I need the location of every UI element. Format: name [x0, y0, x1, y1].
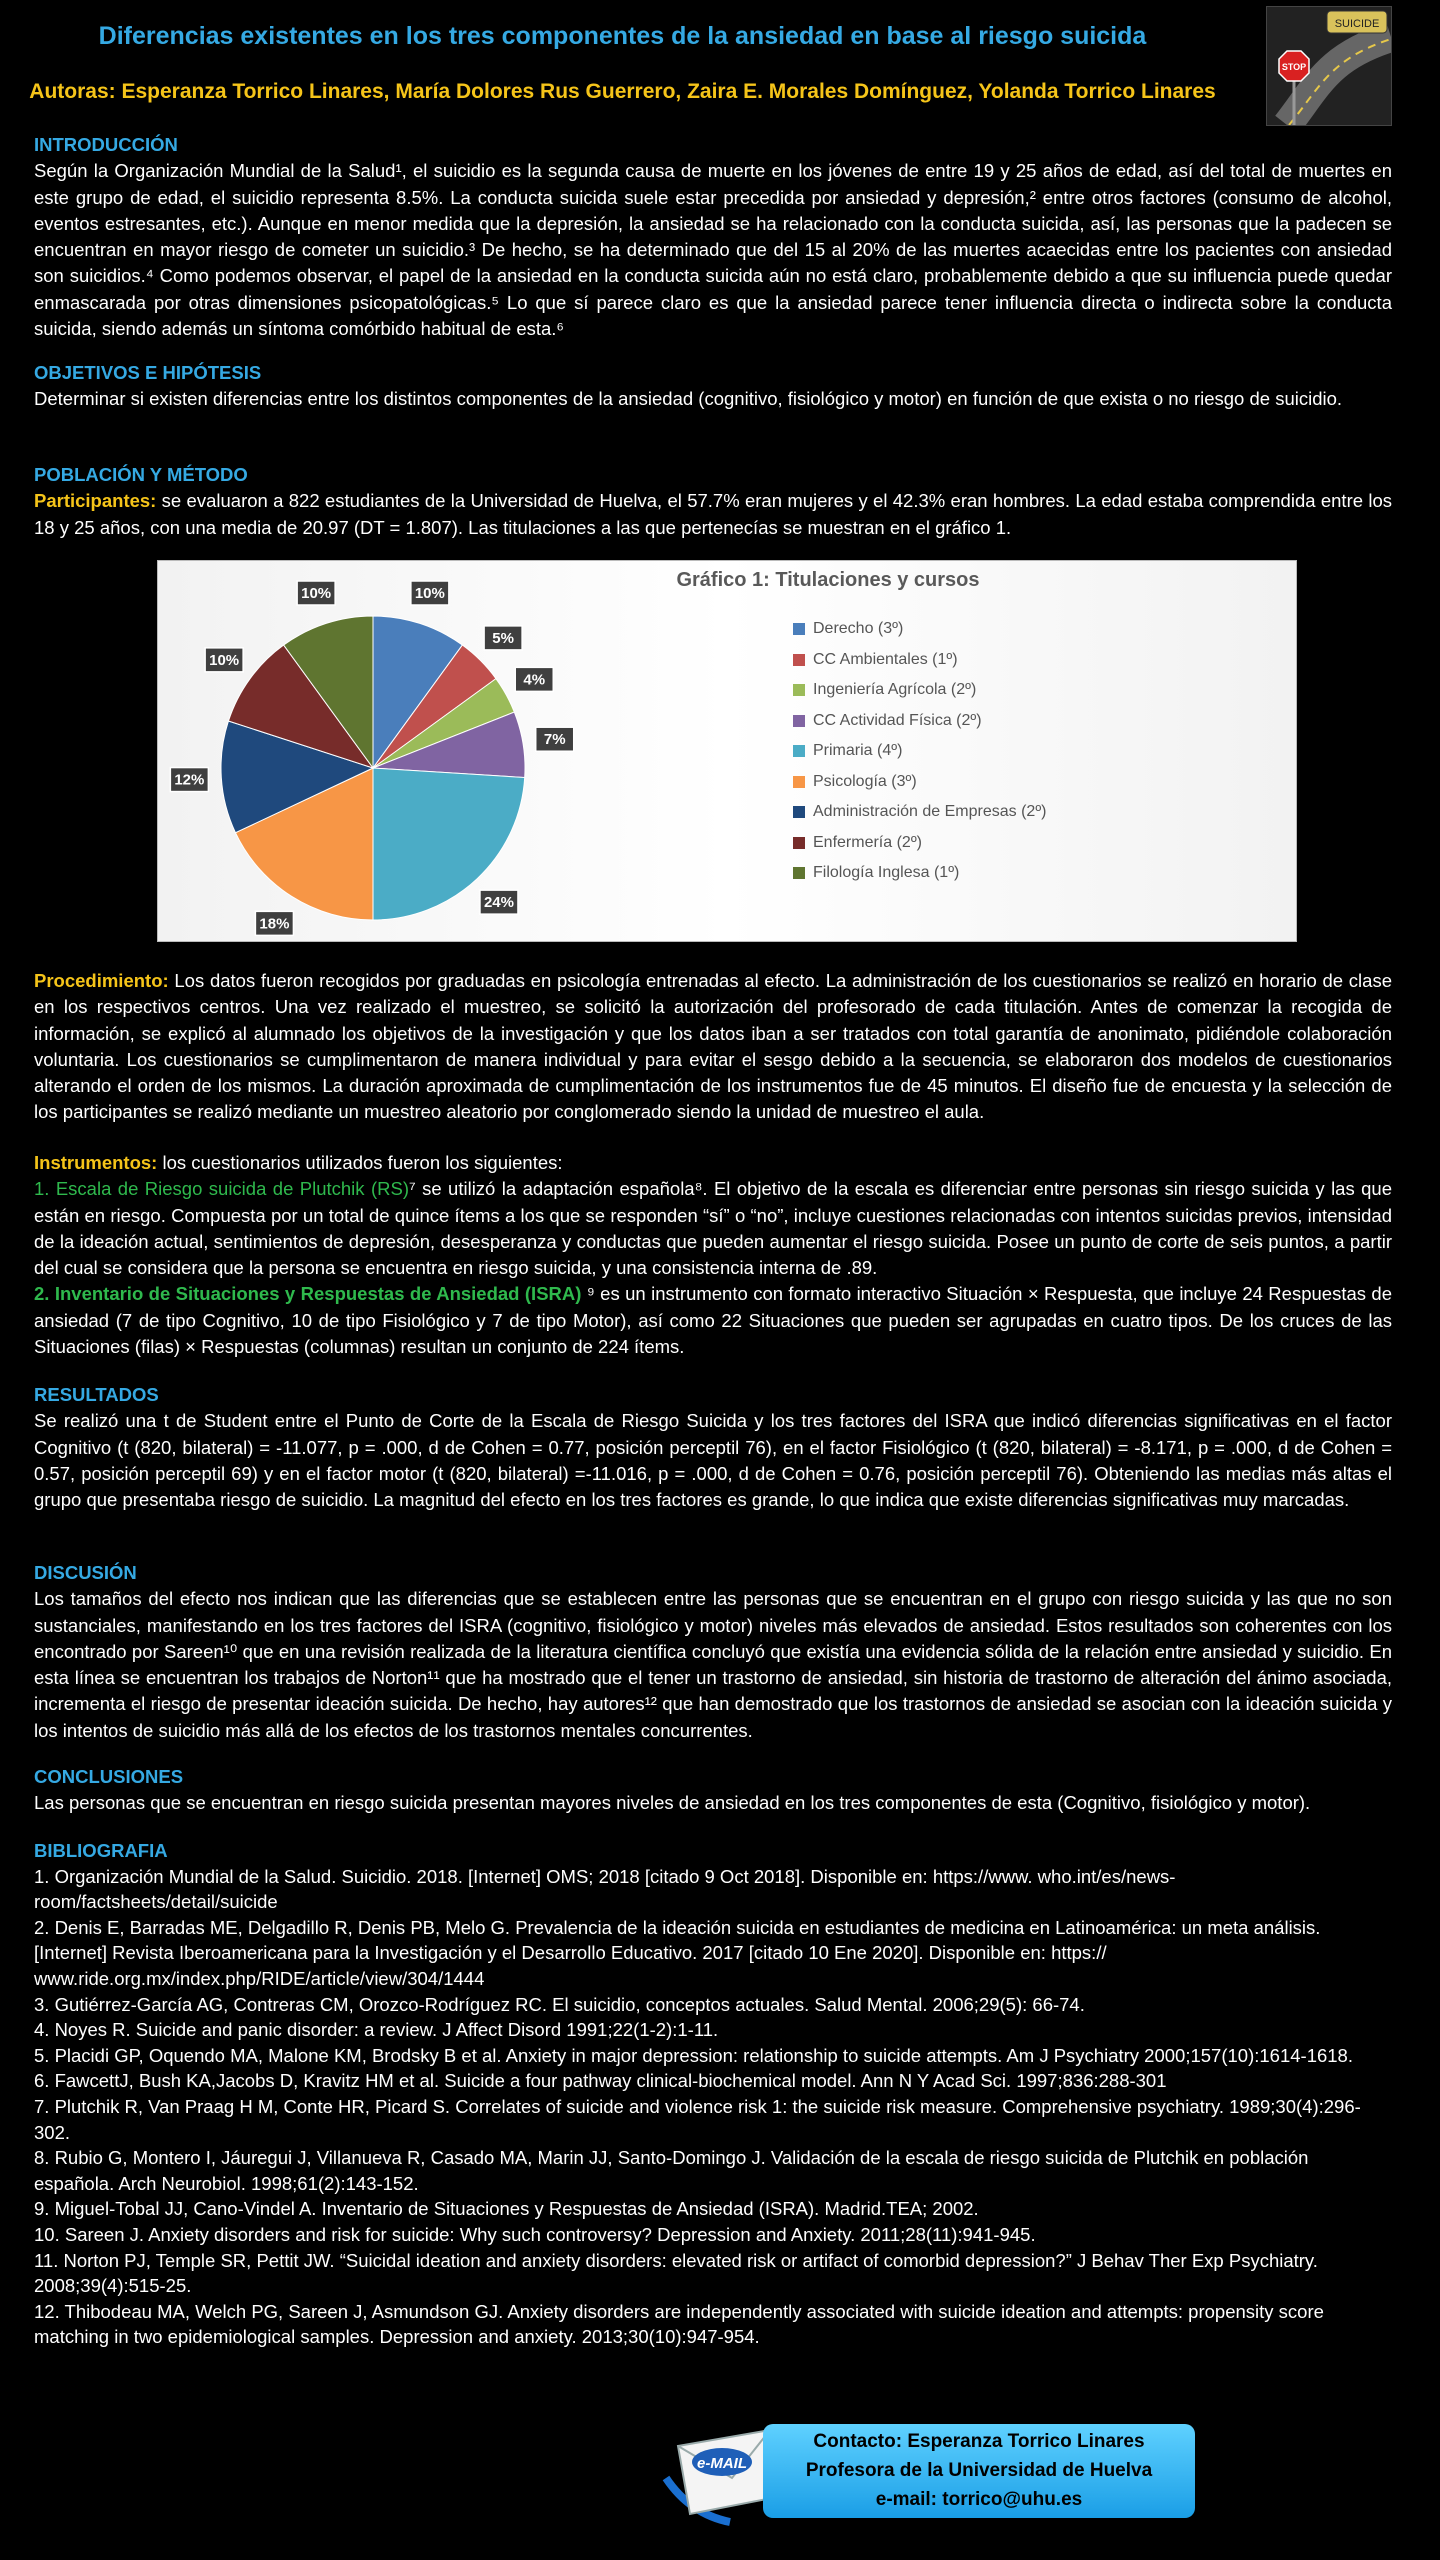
procedure-label: Procedimiento: [34, 970, 169, 991]
pie-data-label [515, 667, 553, 691]
discussion-section [34, 1560, 1392, 1744]
pie-data-label-text: 4% [523, 671, 546, 689]
bibliography-item: 2. Denis E, Barradas ME, Delgadillo R, Denis PB, Melo G. Prevalencia de la ideación suicida en estudiantes de medicina en Latinoamérica: un meta análisis. [Internet] Revista Iberoamericana para la Investigación y el Desarrollo Educativo. 2017 [citado 10 Ene 2020]. Disponible en: https:// www.ride.org.mx/index.php/RIDE/article/view/304/1444 [34, 1916, 1321, 1989]
method-heading: POBLACIÓN Y MÉTODO [34, 464, 248, 485]
pie-data-label-text: 10% [209, 651, 240, 669]
pie-data-label-text: 5% [492, 629, 514, 647]
chart-title: Gráfico 1: Titulaciones y cursos [676, 569, 980, 591]
bibliography-item: 6. FawcettJ, Bush KA,Jacobs D, Kravitz HM et al. Suicide a four pathway clinical-biochemical model. Ann N Y Acad Sci. 1997;836:288-301 [34, 2070, 1167, 2092]
legend-swatch [793, 837, 805, 849]
bibliography-list [34, 1864, 1392, 2350]
legend-label: Primaria (4º) [813, 742, 903, 759]
instruments-label: Instrumentos: [34, 1152, 158, 1173]
contact-email[interactable]: e-mail: torrico@uhu.es [875, 2489, 1083, 2510]
legend-label: CC Ambientales (1º) [813, 650, 958, 668]
instrument-1-name: 1. Escala de Riesgo suicida de Plutchik (RS) [34, 1178, 409, 1200]
legend-item [793, 830, 922, 856]
bibliography-item: 5. Placidi GP, Oquendo MA, Malone KM, Brodsky B et al. Anxiety in major depression: relationship to suicide attempts. Am J Psychiatry 2000;157(10):1614-1618. [34, 2044, 1353, 2066]
pie-data-label [205, 648, 243, 672]
legend-swatch [793, 745, 805, 757]
legend-label: Ingeniería Agrícola (2º) [813, 681, 977, 698]
instruments-text: los cuestionarios utilizados fueron los siguientes: [157, 1152, 563, 1173]
objectives-section [34, 360, 1392, 413]
poster-title: Diferencias existentes en los tres componentes de la ansiedad en base al riesgo suicida [98, 22, 1147, 50]
pie-data-label [411, 581, 449, 605]
results-section [34, 1382, 1392, 1513]
results-heading: RESULTADOS [34, 1384, 159, 1405]
pie-data-label-text: 7% [543, 731, 566, 749]
instruments-section [34, 1150, 1392, 1360]
method-section [34, 462, 1392, 541]
participants-paragraph [34, 488, 1392, 541]
legend-item [793, 738, 902, 764]
introduction-section [34, 132, 1392, 342]
instrument-1 [34, 1176, 1392, 1281]
legend-item [793, 616, 903, 642]
pie-data-label [484, 626, 522, 650]
logo-stop-text: STOP [1281, 62, 1307, 72]
bibliography-item: 11. Norton PJ, Temple SR, Pettit JW. “Suicidal ideation and anxiety disorders: elevated risk or artifact of comorbid depression?” J Behav Ther Exp Psychiatry. 2008;39(4):515-25. [34, 2249, 1318, 2297]
pie-data-label-text: 24% [483, 894, 514, 912]
procedure-section [34, 968, 1392, 1126]
legend-item [793, 647, 958, 673]
conclusions-heading: CONCLUSIONES [34, 1766, 184, 1787]
pie-data-label-text: 10% [414, 585, 445, 603]
participants-label: Participantes: [34, 490, 157, 512]
instruments-intro [34, 1150, 1392, 1176]
contact-box [763, 2424, 1195, 2518]
bibliography-item: 7. Plutchik R, Van Praag H M, Conte HR, Picard S. Correlates of suicide and violence risk 1: the suicide risk measure. Comprehensive psychiatry. 1989;30(4):296-302. [34, 2095, 1361, 2143]
discussion-text: Los tamaños del efecto nos indican que las diferencias que se establecen entre las personas que se encuentran en el grupo con riesgo suicida y las que no son sustanciales, manifestando en los tres factores del ISRA (cognitivo, fisiológico y motor) niveles más elevados de ansiedad. Estos resultados son coherentes con los encontrado por Sareen¹⁰ que en una revisión realizada de la literatura científica concluyó que existía una evidencia sólida de la relación entre ansiedad y suicidio. En esta línea se encuentran los trabajos de Norton¹¹ que ha mostrado que el tener un trastorno de ansiedad, sin historia de trastorno de alteración del ánimo asociada, incrementa el riesgo de presentar ideación suicida. De hecho, hay autores¹² que han demostrado que los trastornos de ansiedad se asocian con la ideación suicida y los intentos de suicidio más allá de los efectos de los trastornos mentales concurrentes. [34, 1588, 1392, 1741]
legend-label: Psicología (3º) [813, 772, 917, 790]
legend-label: Derecho (3º) [813, 620, 904, 637]
legend-swatch [793, 715, 805, 727]
legend-item [793, 708, 982, 734]
legend-swatch [793, 684, 805, 696]
bibliography-item: 3. Gutiérrez-García AG, Contreras CM, Orozco-Rodríguez RC. El suicidio, conceptos actuales. Salud Mental. 2006;29(5): 66-74. [34, 1993, 1085, 2015]
legend-item [793, 769, 917, 795]
objectives-heading: OBJETIVOS E HIPÓTESIS [34, 362, 262, 383]
legend-swatch [793, 806, 805, 818]
pie-data-label-text: 12% [174, 771, 205, 789]
logo-sign-text: SUICIDE [1334, 18, 1380, 30]
email-icon-label: e-MAIL [697, 2455, 747, 2472]
suicide-stop-logo [1266, 6, 1392, 126]
bibliography-item: 8. Rubio G, Montero I, Jáuregui J, Villanueva R, Casado MA, Marin JJ, Santo-Domingo J. Validación de la escala de riesgo suicida de Plutchik en población española. Arch Neurobiol. 1998;61(2):143-152. [34, 2147, 1309, 2194]
results-text: Se realizó una t de Student entre el Punto de Corte de la Escala de Riesgo Suicida y los tres factores del ISRA que indicó diferencias significativas en el factor Cognitivo (t (820, bilateral) = -11.077, p = .000, d de Cohen = 0.77, posición perceptil 76), en el factor Fisiológico (t (820, bilateral) = -8.171, p = .000, d de Cohen = 0.57, posición perceptil 69) y en el factor motor (t (820, bilateral) =-11.016, p = .000, d de Cohen = 0.76, posición perceptil 76). Obteniendo las medias más altas el grupo que presentaba riesgo de suicidio. La magnitud del efecto en los tres factores es grande, lo que indica que existe diferencias significativas muy marcadas. [34, 1410, 1392, 1511]
instrument-2-name: 2. Inventario de Situaciones y Respuestas de Ansiedad (ISRA) [34, 1283, 582, 1305]
instrument-2 [34, 1281, 1392, 1360]
pie-chart [157, 560, 1297, 942]
bibliography-section [34, 1838, 1392, 2350]
bibliography-item: 9. Miguel-Tobal JJ, Cano-Vindel A. Inventario de Situaciones y Respuestas de Ansiedad (ISRA). Madrid.TEA; 2002. [34, 2198, 979, 2220]
pie-data-label [170, 768, 208, 792]
legend-swatch [793, 654, 805, 666]
bibliography-item: 12. Thibodeau MA, Welch PG, Sareen J, Asmundson GJ. Anxiety disorders are independently associated with suicide ideation and attempts: propensity score matching in two epidemiological samples. Depression and anxiety. 2013;30(10):947-954. [34, 2300, 1324, 2348]
bibliography-item: 1. Organización Mundial de la Salud. Suicidio. 2018. [Internet] OMS; 2018 [citado 9 Oct 2018]. Disponible en: https://www. who.int/es/news-room/factsheets/detail/suicide [34, 1865, 1176, 1913]
pie-data-label [297, 581, 335, 605]
legend-item [793, 677, 976, 703]
bibliography-item: 10. Sareen J. Anxiety disorders and risk for suicide: Why such controversy? Depression and Anxiety. 2011;28(11):941-945. [34, 2223, 1036, 2245]
procedure-paragraph [34, 968, 1392, 1126]
legend-swatch [793, 867, 805, 879]
legend-label: CC Actividad Física (2º) [813, 711, 982, 729]
pie-data-label [255, 911, 293, 935]
objectives-text: Determinar si existen diferencias entre los distintos componentes de la ansiedad (cognitivo, fisiológico y motor) en función de que exista o no riesgo de suicidio. [34, 388, 1343, 410]
legend-label: Administración de Empresas (2º) [813, 803, 1047, 820]
legend-label: Enfermería (2º) [813, 833, 922, 851]
instrument-1-text: ⁷ se utilizó la adaptación española⁸. El objetivo de la escala es diferenciar entre personas sin riesgo suicida y las que están en riesgo. Compuesta por un total de quince ítems a los que se responden “sí” o “no”, incluye cuestiones relacionadas con intentos suicidas previos, intensidad de la ideación actual, sentimientos de depresión, desesperanza y conductas que pueden aumentar el riesgo suicida. Posee un punto de corte de seis puntos, a partir del cual se considera que la persona se encuentra en riesgo suicida, y una consistencia interna de .89. [34, 1178, 1392, 1279]
instrument-2-text: ⁹ es un instrumento con formato interactivo Situación × Respuesta, que incluye 24 Respuestas de ansiedad (7 de tipo Cognitivo, 10 de tipo Fisiológico y 7 de tipo Motor), así como 22 Situaciones que pueden ser agrupadas en cuatro tipos. De los cruces de las Situaciones (filas) × Respuestas (columnas) resultan un conjunto de 224 ítems. [34, 1283, 1392, 1358]
pie-data-label-text: 10% [301, 585, 332, 603]
legend-item [793, 799, 1046, 825]
conclusions-text: Las personas que se encuentran en riesgo suicida presentan mayores niveles de ansiedad en los tres componentes de esta (Cognitivo, fisiológico y motor). [34, 1792, 1311, 1814]
procedure-text: Los datos fueron recogidos por graduadas en psicología entrenadas al efecto. La administración de los cuestionarios se realizó en horario de clase en los respectivos centros. Una vez realizado el muestreo, se solicitó la autorización del profesorado de cada titulación. Antes de comenzar la recogida de información, se explicó al alumnado los objetivos de la investigación y que los datos iban a ser tratados con total garantía de anonimato, pidiéndole colaboración voluntaria. Los cuestionarios se cumplimentaron de manera individual y para evitar el sesgo debido a la secuencia, se elaboraron dos modelos de cuestionarios alterando el orden de los mismos. La duración aproximada de cumplimentación de los instrumentos fue de 45 minutos. El diseño fue de encuesta y la selección de los participantes se realizó mediante un muestreo aleatorio por conglomerado siendo la unidad de muestreo el aula. [34, 970, 1392, 1123]
contact-line-2: Profesora de la Universidad de Huelva [805, 2460, 1153, 2481]
introduction-text: Según la Organización Mundial de la Salud¹, el suicidio es la segunda causa de muerte en los jóvenes de entre 19 y 25 años de edad, así del total de muertes en este grupo de edad, el suicidio representa 8.5%. La conducta suicida suele estar precedida por ansiedad y depresión,² entre otros factores (consumo de alcohol, eventos estresantes, etc.). Aunque en menor medida que la depresión, la ansiedad se ha relacionado con la conducta suicida, así, las personas que la padecen se encuentran en mayor riesgo de cometer un suicidio.³ De hecho, se ha determinado que del 15 al 20% de las muertes acaecidas entre los pacientes con ansiedad son suicidios.⁴ Como podemos observar, el papel de la ansiedad en la conducta suicida aún no está claro, probablemente debido a que su influencia puede quedar enmascarada por otras dimensiones psicopatológicas.⁵ Lo que sí parece claro es que la ansiedad parece tener influencia directa o indirecta sobre la conducta suicida, siendo además un síntoma comórbido habitual de esta.⁶ [34, 160, 1392, 340]
pie-data-label [536, 727, 574, 751]
introduction-heading: INTRODUCCIÓN [34, 134, 178, 155]
discussion-heading: DISCUSIÓN [34, 1562, 137, 1583]
chart-legend [758, 616, 1238, 956]
participants-text: se evaluaron a 822 estudiantes de la Universidad de Huelva, el 57.7% eran mujeres y el 42.3% eran hombres. La edad estaba comprendida entre los 18 y 25 años, con una media de 20.97 (DT = 1.807). Las titulaciones a las que pertenecías se muestran en el gráfico 1. [34, 490, 1392, 538]
legend-swatch [793, 623, 805, 635]
bibliography-item: 4. Noyes R. Suicide and panic disorder: a review. J Affect Disord 1991;22(1-2):1-11. [34, 2019, 719, 2041]
poster-authors: Autoras: Esperanza Torrico Linares, María Dolores Rus Guerrero, Zaira E. Morales Domínguez, Yolanda Torrico Linares [29, 80, 1216, 103]
bibliography-heading: BIBLIOGRAFIA [34, 1840, 168, 1861]
contact-line-1: Contacto: Esperanza Torrico Linares [813, 2431, 1145, 2452]
legend-item [793, 860, 959, 886]
pie-data-label-text: 18% [259, 915, 290, 933]
legend-label: Filología Inglesa (1º) [813, 864, 960, 881]
pie-data-label [480, 890, 518, 914]
legend-swatch [793, 776, 805, 788]
conclusions-section [34, 1764, 1392, 1817]
